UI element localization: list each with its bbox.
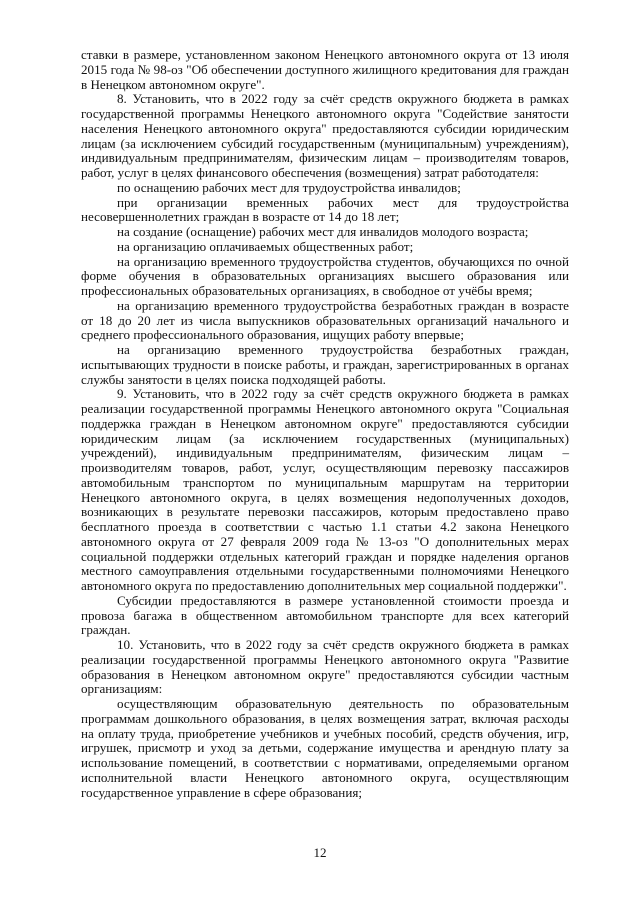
paragraph-10: Субсидии предоставляются в размере установленной стоимости проезда и провоза багажа в общественном автомобильном транспорте для всех категорий граждан. [81,592,569,638]
paragraph-5: на организацию оплачиваемых общественных работ; [117,238,414,254]
paragraph-4: на создание (оснащение) рабочих мест для инвалидов молодого возраста; [117,224,529,239]
page-number: 12 [313,845,327,860]
paragraph-8: на организацию временного трудоустройства безработных граждан, испытывающих трудности в поиске работы, и граждан, зарегистрированных в органах службы занятости в целях поиска подходящей работы. [81,342,569,387]
paragraph-11: 10. Установить, что в 2022 году за счёт средств окружного бюджета в рамках реализации государственной программы Ненецкого автономного округа "Развитие образования в Ненецком автономном округе" предоставляются субсидии частным организациям: [81,637,569,697]
paragraph-0: ставки в размере, установленном законом Ненецкого автономного округа от 13 июля 2015 года № 98-оз "Об обеспечении доступного жилищного кредитования для граждан в Ненецком автономном округе". [81,47,569,92]
paragraph-1: 8. Установить, что в 2022 году за счёт средств окружного бюджета в рамках государственной программы Ненецкого автономного округа "Содействие занятости населения Ненецкого автономного округа" предоставляются субсидии юридическим лицам (за исключением субсидий государственным (муниципальным) учреждениям), индивидуальным предпринимателям, физическим лицам – производителям товаров, работ, услуг в целях финансового обеспечения (возмещения) затрат работодателя: [81,91,569,180]
paragraph-2: по оснащению рабочих мест для трудоустройства инвалидов; [117,179,461,195]
document-body [81,48,569,800]
paragraph-12: осуществляющим образовательную деятельность по образовательным программам дошкольного образования, в целях возмещения затрат, включая расходы на оплату труда, приобретение учебников и учебных пособий, средств обучения, игр, игрушек, присмотр и уход за детьми, содержание имущества и арендную плату за использование помещений, в соответствии с нормативами, определяемыми органом исполнительной власти Ненецкого автономного округа, осуществляющим государственное управление в сфере образования; [81,696,569,800]
paragraph-3: при организации временных рабочих мест для трудоустройства несовершеннолетних граждан в возрасте от 14 до 18 лет; [81,194,569,225]
paragraph-6: на организацию временного трудоустройства студентов, обучающихся по очной форме обучения в образовательных организациях высшего образования или профессиональных образовательных организациях, в свободное от учёбы время; [81,253,569,298]
paragraph-7: на организацию временного трудоустройства безработных граждан в возрасте от 18 до 20 лет из числа выпускников образовательных организаций начального и среднего профессионального образования, ищущих работу впервые; [81,297,569,343]
paragraph-9: 9. Установить, что в 2022 году за счёт средств окружного бюджета в рамках реализации государственной программы Ненецкого автономного округа "Социальная поддержка граждан в Ненецком автономном округе" предоставляются субсидии юридическим лицам (за исключением государственных (муниципальных) учреждений), индивидуальным предпринимателям, физическим лицам – производителям товаров, работ, услуг, осуществляющим перевозку пассажиров автомобильным транспортом по муниципальным маршрутам на территории Ненецкого автономного округа, в целях возмещения недополученных доходов, возникающих в результате перевозки пассажиров, которым предоставлено право бесплатного проезда в соответствии с частью 1.1 статьи 4.2 закона Ненецкого автономного округа от 27 февраля 2009 года № 13-оз "О дополнительных мерах социальной поддержки отдельных категорий граждан и порядке наделения органов местного самоуправления отдельными государственными полномочиями Ненецкого автономного округа по предоставлению дополнительных мер социальной поддержки". [81,386,569,593]
